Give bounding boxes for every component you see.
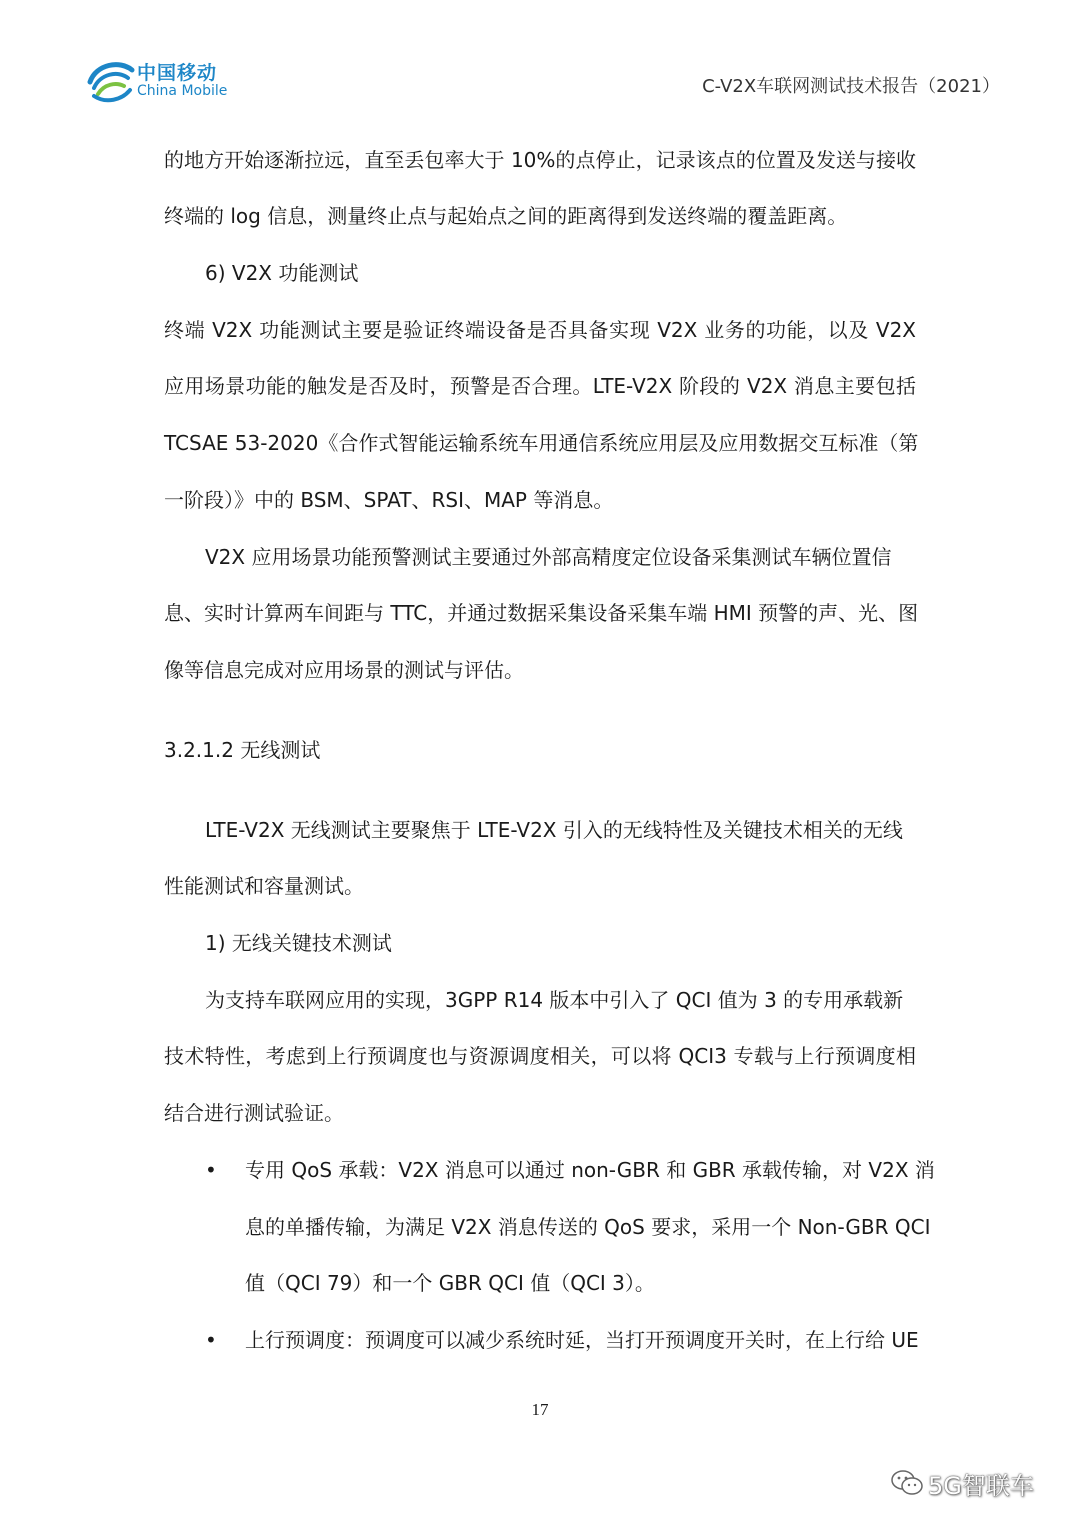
paragraph-line: TCSAE 53-2020《合作式智能运输系统车用通信系统应用层及应用数据交互标准（第 [164,431,919,455]
bullet-line: 息的单播传输，为满足 V2X 消息传送的 QoS 要求，采用一个 Non-GBR QCI [245,1215,931,1239]
logo-english-name: China Mobile [137,83,228,99]
paragraph-line: 为支持车联网应用的实现，3GPP R14 版本中引入了 QCI 值为 3 的专用承载新 [205,988,904,1012]
paragraph-line: 终端 V2X 功能测试主要是验证终端设备是否具备实现 V2X 业务的功能，以及 V2X [164,318,916,342]
paragraph-line: 技术特性，考虑到上行预调度也与资源调度相关，可以将 QCI3 专载与上行预调度相 [164,1044,916,1068]
watermark [890,1462,1060,1502]
list-heading-1: 1) 无线关键技术测试 [205,931,392,955]
section-heading: 3.2.1.2 无线测试 [164,738,321,762]
bullet-line: 值（QCI 79）和一个 GBR QCI 值（QCI 3）。 [245,1271,655,1295]
bullet-icon: • [205,1158,217,1182]
page-number: 17 [531,1400,549,1419]
paragraph-line: 一阶段）》中的 BSM、SPAT、RSI、MAP 等消息。 [164,488,614,512]
watermark-text: 5G智联车 [928,1472,1034,1500]
china-mobile-logo [86,56,246,108]
paragraph-line: 终端的 log 信息，测量终止点与起始点之间的距离得到发送终端的覆盖距离。 [164,204,848,228]
paragraph-line: LTE-V2X 无线测试主要聚焦于 LTE-V2X 引入的无线特性及关键技术相关的无线 [205,818,903,842]
paragraph-line: 像等信息完成对应用场景的测试与评估。 [164,658,524,682]
paragraph-line: 应用场景功能的触发是否及时，预警是否合理。LTE-V2X 阶段的 V2X 消息主要包括 [164,374,916,398]
paragraph-line: V2X 应用场景功能预警测试主要通过外部高精度定位设备采集测试车辆位置信 [205,545,892,569]
report-title: C-V2X车联网测试技术报告（2021） [702,76,1000,97]
china-mobile-logo-icon [86,56,136,106]
paragraph-line: 性能测试和容量测试。 [164,874,364,898]
wechat-icon [890,1468,924,1498]
logo-chinese-name: 中国移动 [137,62,218,84]
list-heading-6: 6) V2X 功能测试 [205,261,359,285]
paragraph-line: 息、实时计算两车间距与 TTC，并通过数据采集设备采集车端 HMI 预警的声、光、图 [164,601,919,625]
paragraph-line: 的地方开始逐渐拉远，直至丢包率大于 10%的点停止，记录该点的位置及发送与接收 [164,148,916,172]
page-header [0,0,1080,120]
bullet-line: 上行预调度：预调度可以减少系统时延，当打开预调度开关时，在上行给 UE [245,1328,919,1352]
paragraph-line: 结合进行测试验证。 [164,1101,344,1125]
bullet-icon: • [205,1328,217,1352]
bullet-line: 专用 QoS 承载：V2X 消息可以通过 non-GBR 和 GBR 承载传输，对 V2X 消 [245,1158,935,1182]
